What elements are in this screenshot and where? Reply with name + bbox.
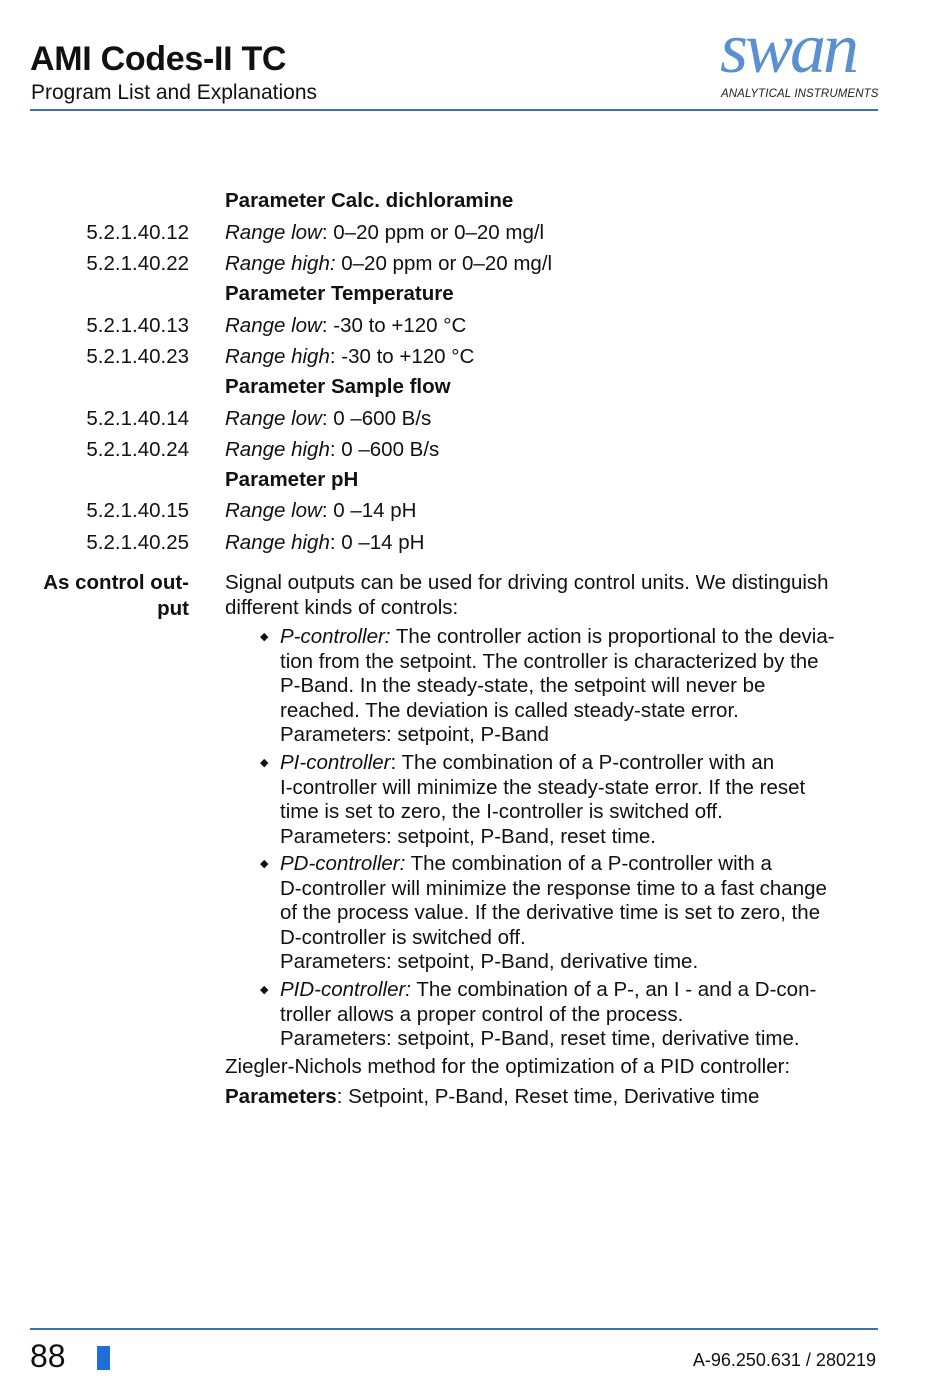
section-side-label [43,570,189,622]
param-label: Range high [225,531,330,554]
bullet-term: PID-controller: [280,978,412,1001]
heading-text: Parameter Sample flow [225,375,451,398]
bullet-line-text: : The combination of a P-controller with an [390,751,775,774]
bullet-line: reached. The deviation is called steady-state error. [280,698,739,722]
param-code: 5.2.1.40.13 [86,314,189,337]
param-code: 5.2.1.40.15 [86,499,189,522]
param-value: : 0–20 ppm or 0–20 mg/l [321,221,545,244]
bullet-item-p-controller [280,625,835,748]
param-code: 5.2.1.40.25 [86,531,189,554]
bullet-line [280,625,835,650]
bullet-line [280,852,827,877]
param-value: : -30 to +120 °C [329,345,475,368]
document-title: AMI Codes-II TC [30,40,287,78]
param-code: 5.2.1.40.12 [86,221,189,244]
param-value: : 0 –14 pH [329,531,425,554]
logo-wordmark: swan [720,8,857,88]
param-text [225,499,416,523]
param-label: Range high [225,345,330,368]
ziegler-nichols-line: Ziegler-Nichols method for the optimization of a PID controller: [225,1055,791,1078]
document-subtitle: Program List and Explanations [31,81,317,104]
param-label: Range low [225,407,322,430]
bullet-line: D-controller will minimize the response time to a fast change [280,876,827,900]
diamond-bullet-icon: ◆ [260,631,269,643]
side-label-line: put [157,597,189,620]
diamond-bullet-icon: ◆ [260,984,269,996]
param-label: Range high: [225,252,336,275]
bullet-line: of the process value. If the derivative time is set to zero, the [280,901,821,924]
bullet-line-text: The combination of a P-controller with a [405,852,772,875]
bullet-item-pid-controller [280,978,816,1052]
param-code: 5.2.1.40.22 [86,252,189,275]
heading-text: Parameter pH [225,468,359,491]
param-text [225,438,439,462]
heading-text: Parameter Calc. dichloramine [225,189,514,212]
bullet-item-pi-controller [280,751,805,849]
logo-tagline: ANALYTICAL INSTRUMENTS [721,88,879,100]
page-marker [97,1346,110,1370]
bullet-line: troller allows a proper control of the process. [280,1002,684,1026]
param-label: Range low [225,499,322,522]
bullet-line: I-controller will minimize the steady-state error. If the reset [280,775,806,799]
bullet-line: time is set to zero, the I-controller is switched off. [280,800,723,823]
side-label-line: As control out- [43,571,189,594]
page-number: 88 [30,1338,66,1374]
diamond-bullet-icon: ◆ [260,858,269,870]
bullet-item-pd-controller [280,852,827,975]
bullet-line: Parameters: setpoint, P-Band, derivative time. [280,950,699,973]
bullet-line: Parameters: setpoint, P-Band [280,723,549,746]
bullet-line: Parameters: setpoint, P-Band, reset time. [280,824,656,848]
intro-line: different kinds of controls: [225,596,459,619]
bullet-line: D-controller is switched off. [280,925,526,949]
param-code: 5.2.1.40.14 [86,407,189,430]
bullet-line [280,978,816,1003]
param-code: 5.2.1.40.24 [86,438,189,461]
param-text [225,252,552,276]
bullet-line [280,751,805,776]
swan-logo [716,8,882,106]
diamond-bullet-icon: ◆ [260,757,269,769]
parameters-summary [225,1085,759,1110]
param-text [225,407,431,431]
param-label: Range high [225,438,330,461]
bullet-line-text: The combination of a P-, an I - and a D-con- [411,978,817,1001]
bullet-line: P-Band. In the steady-state, the setpoint will never be [280,674,766,697]
bullet-term: PD-controller: [280,852,406,875]
parameters-label: Parameters [225,1085,337,1108]
param-value: : 0 –14 pH [321,499,417,522]
param-value: 0–20 ppm or 0–20 mg/l [335,252,553,275]
param-value: : -30 to +120 °C [321,314,467,337]
param-label: Range low [225,314,322,337]
param-value: : 0 –600 B/s [329,438,440,461]
param-value: : 0 –600 B/s [321,407,432,430]
param-label: Range low [225,221,322,244]
bullet-term: PI-controller [280,751,391,774]
bullet-line: tion from the setpoint. The controller is characterized by the [280,649,819,673]
intro-line: Signal outputs can be used for driving control units. We distinguish [225,571,829,594]
heading-text: Parameter Temperature [225,282,454,305]
document-id: A-96.250.631 / 280219 [692,1350,876,1370]
footer-divider [30,1328,878,1330]
param-code: 5.2.1.40.23 [86,345,189,368]
param-text [225,314,466,338]
param-text [225,531,424,555]
param-text [225,221,544,245]
parameters-text: : Setpoint, P-Band, Reset time, Derivative time [336,1085,760,1108]
param-text [225,345,474,369]
bullet-term: P-controller: [280,625,391,648]
header-divider [30,109,878,111]
bullet-line-text: The controller action is proportional to the devia- [390,625,835,648]
bullet-line: Parameters: setpoint, P-Band, reset time, derivative time. [280,1027,800,1050]
